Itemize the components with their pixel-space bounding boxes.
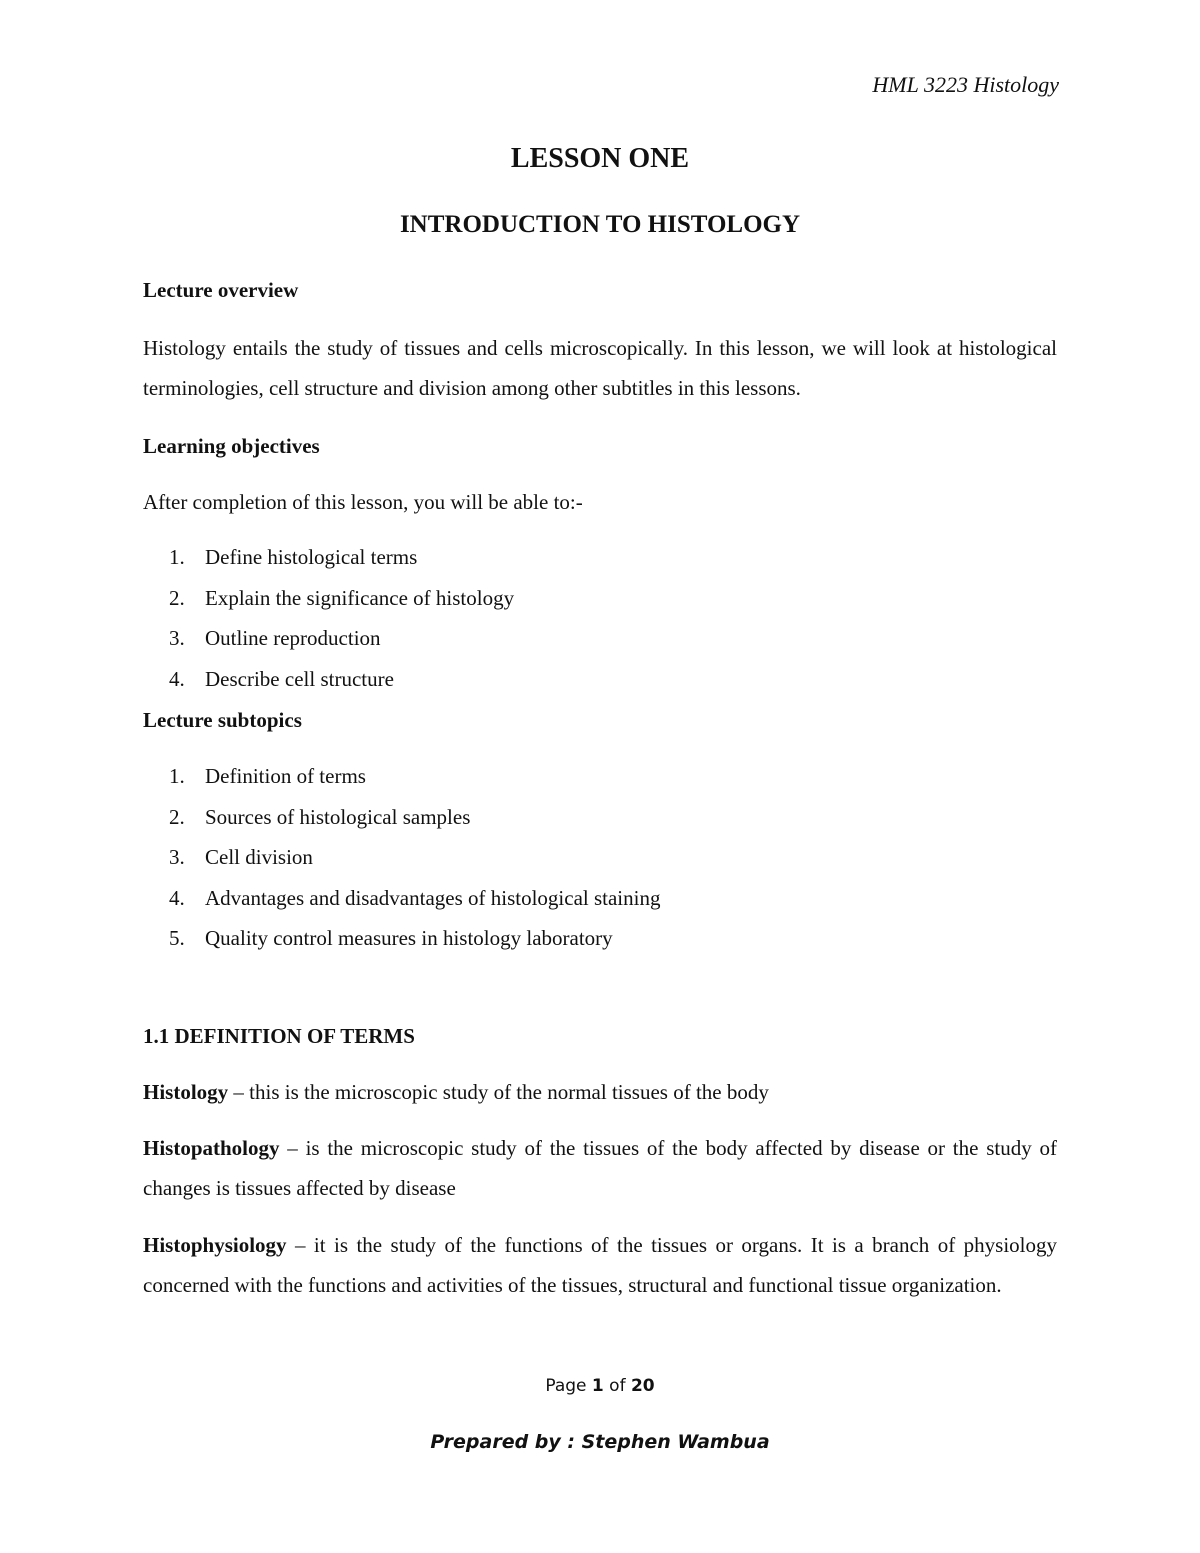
list-number: 3. [169, 626, 185, 651]
list-number: 1. [169, 545, 185, 569]
subtopics-heading: Lecture subtopics [143, 708, 302, 732]
list-item-text: Explain the significance of histology [205, 585, 515, 610]
list-item [143, 618, 514, 659]
prepared-by: Prepared by : Stephen Wambua [430, 1431, 770, 1453]
subtopics-list [143, 756, 660, 959]
definition-histopathology [143, 1128, 1057, 1208]
definition-term: Histology [143, 1080, 229, 1104]
definition-text: – it is the study of the functions of the tissues or organs. It is a branch of physiology concerned with the functions and activities of the tissues, structural and functional tissue organization. [143, 1233, 1057, 1297]
list-number: 3. [169, 845, 185, 870]
list-item-text: Quality control measures in histology laboratory [205, 926, 613, 951]
list-item-text: Outline reproduction [205, 626, 381, 651]
list-item-text: Define histological terms [205, 545, 418, 569]
list-number: 2. [169, 804, 185, 829]
objectives-intro: After completion of this lesson, you will be able to:- [143, 490, 583, 514]
list-item-text: Definition of terms [205, 764, 366, 788]
definition-text: – is the microscopic study of the tissues of the body affected by disease or the study of changes is tissues affected by disease [143, 1136, 1057, 1200]
list-item [143, 878, 660, 919]
definition-text: – this is the microscopic study of the normal tissues of the body [228, 1080, 769, 1104]
page-prefix: Page [545, 1376, 592, 1396]
page-current: 1 [591, 1376, 604, 1396]
list-number: 1. [169, 764, 185, 788]
running-header: HML 3223 Histology [872, 72, 1059, 97]
list-item [143, 837, 660, 878]
definition-term: Histophysiology [143, 1233, 287, 1257]
list-item [143, 797, 660, 838]
definition-term: Histopathology [143, 1136, 280, 1160]
list-item [143, 756, 660, 797]
overview-heading: Lecture overview [143, 278, 299, 302]
list-number: 4. [169, 666, 185, 691]
list-item-text: Cell division [205, 845, 313, 870]
page-of: of [603, 1376, 631, 1396]
list-item-text: Sources of histological samples [205, 804, 471, 829]
definition-histology [143, 1072, 1057, 1112]
objectives-heading: Learning objectives [143, 434, 320, 458]
definitions-heading: 1.1 DEFINITION OF TERMS [143, 1024, 415, 1048]
list-item-text: Advantages and disadvantages of histological staining [205, 885, 661, 910]
list-number: 2. [169, 585, 185, 610]
definition-histophysiology [143, 1225, 1057, 1305]
list-item [143, 537, 514, 578]
overview-text: Histology entails the study of tissues and cells microscopically. In this lesson, we will look at histological terminologies, cell structure and division among other subtitles in this lessons. [143, 336, 1057, 400]
list-item-text: Describe cell structure [205, 666, 394, 691]
page-total: 20 [630, 1376, 655, 1396]
list-number: 5. [169, 926, 185, 951]
list-item [143, 659, 514, 700]
lesson-title: LESSON ONE [510, 143, 690, 174]
objectives-list [143, 537, 514, 699]
list-number: 4. [169, 885, 185, 910]
page-number [0, 1376, 1200, 1396]
list-item [143, 578, 514, 619]
main-title: INTRODUCTION TO HISTOLOGY [399, 211, 801, 238]
list-item [143, 918, 660, 959]
